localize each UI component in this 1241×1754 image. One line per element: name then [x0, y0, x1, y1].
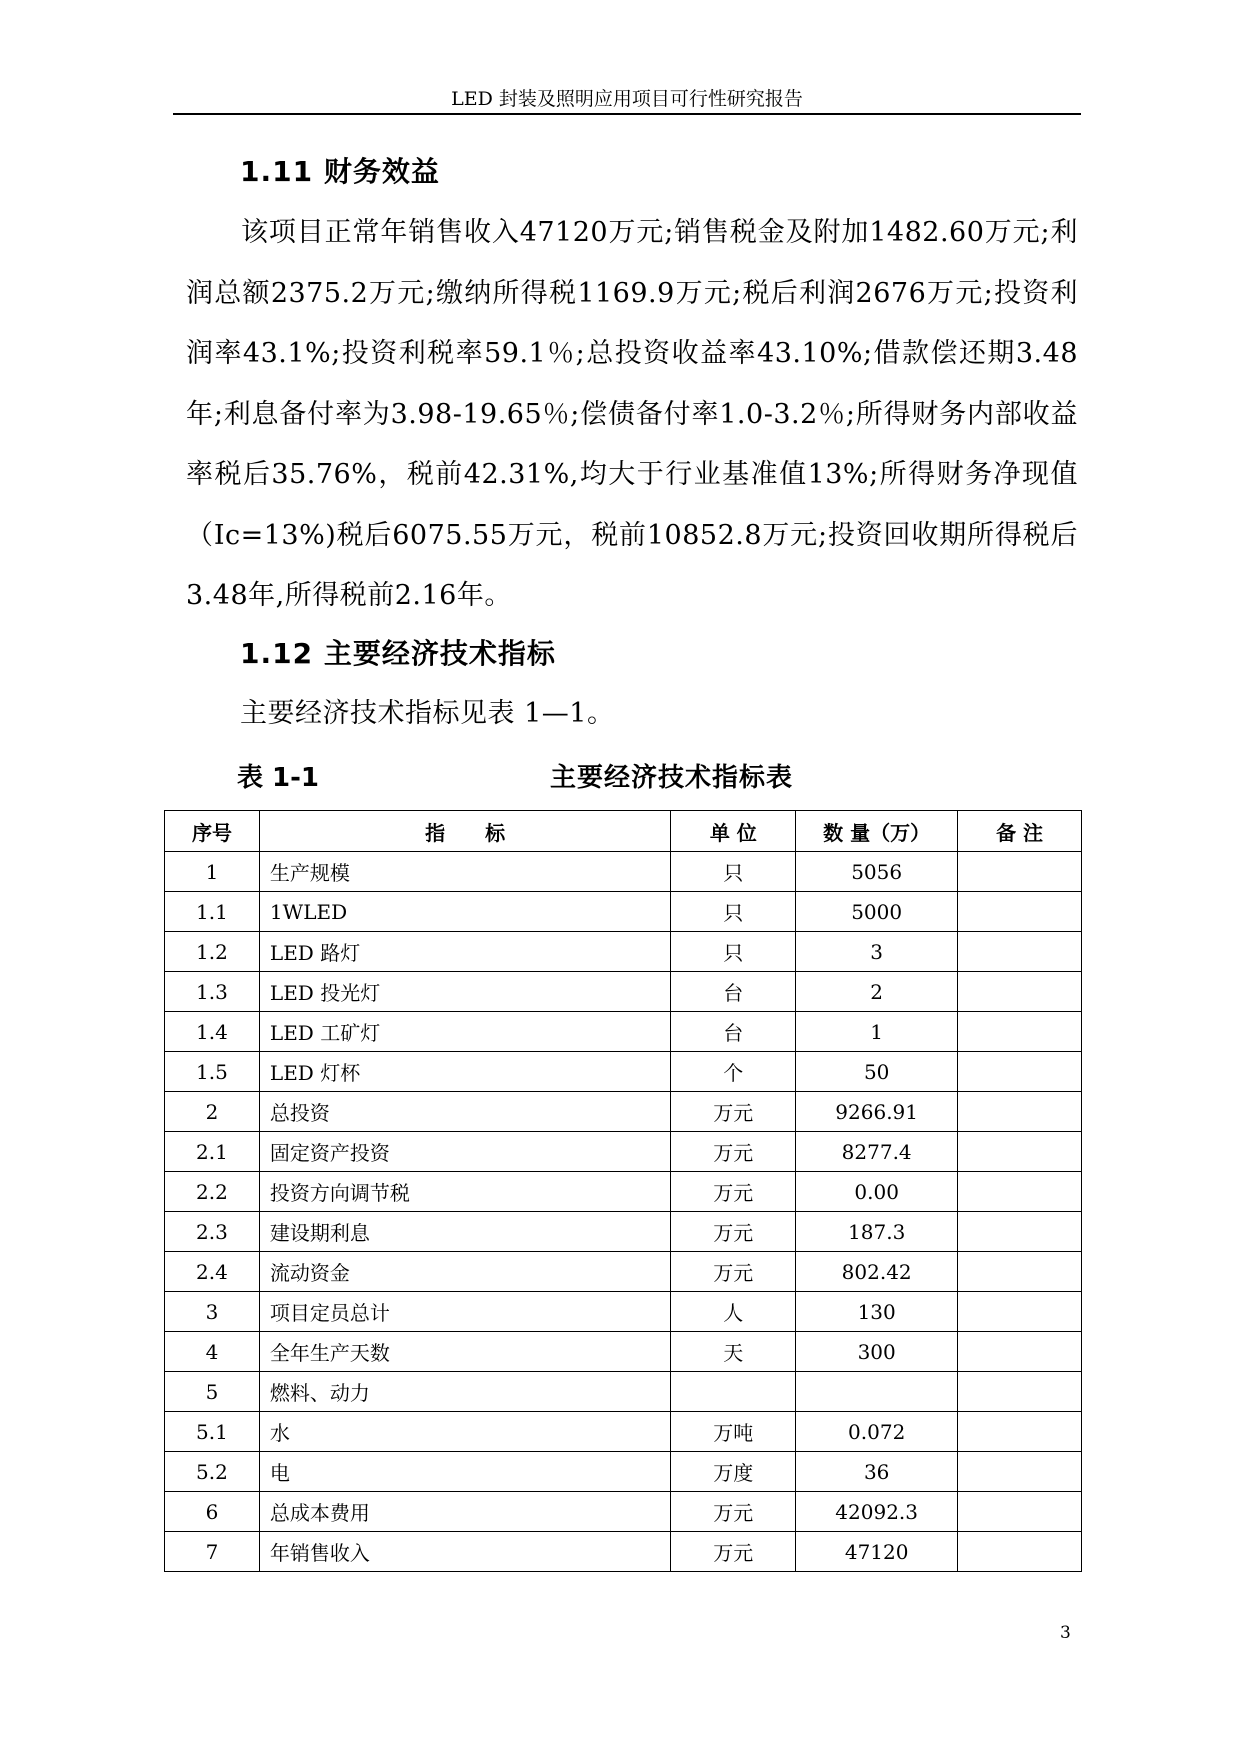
cell-note: [958, 1252, 1082, 1292]
cell-number: 2.3: [165, 1212, 260, 1252]
cell-indicator: 固定资产投资: [259, 1132, 670, 1172]
cell-unit: 万元: [671, 1492, 796, 1532]
cell-indicator: LED 工矿灯: [259, 1012, 670, 1052]
cell-number: 2: [165, 1092, 260, 1132]
cell-number: 1.5: [165, 1052, 260, 1092]
cell-indicator: LED 灯杯: [259, 1052, 670, 1092]
cell-number: 1.4: [165, 1012, 260, 1052]
table-row: [165, 1212, 1082, 1252]
cell-note: [958, 1292, 1082, 1332]
cell-indicator: 燃料、动力: [259, 1372, 670, 1412]
cell-note: [958, 1332, 1082, 1372]
table-row: [165, 972, 1082, 1012]
cell-number: 1.3: [165, 972, 260, 1012]
cell-indicator: 建设期利息: [259, 1212, 670, 1252]
cell-unit: 万度: [671, 1452, 796, 1492]
cell-note: [958, 852, 1082, 892]
cell-number: 1: [165, 852, 260, 892]
cell-note: [958, 1412, 1082, 1452]
financial-benefits-paragraph: 该项目正常年销售收入47120万元;销售税金及附加1482.60万元;利润总额2375.2万元;缴纳所得税1169.9万元;税后利润2676万元;投资利润率43.1%;投资利税率59.1％;总投资收益率43.10%;借款偿还期3.48年;利息备付率为3.98-19.65％;偿债备付率1.0-3.2％;所得财务内部收益率税后35.76%，税前42.31%,均大于行业基准值13%;所得财务净现值（Ic=13%)税后6075.55万元，税前10852.8万元;投资回收期所得税后3.48年,所得税前2.16年。: [186, 217, 1078, 611]
cell-indicator: 年销售收入: [259, 1532, 670, 1572]
table-row: [165, 1412, 1082, 1452]
cell-number: 5.1: [165, 1412, 260, 1452]
cell-number: 3: [165, 1292, 260, 1332]
cell-quantity: 42092.3: [796, 1492, 958, 1532]
cell-note: [958, 1492, 1082, 1532]
page-number: 3: [1060, 1623, 1071, 1643]
cell-quantity: 50: [796, 1052, 958, 1092]
cell-unit: 天: [671, 1332, 796, 1372]
header-rule: [173, 113, 1081, 115]
cell-quantity: 802.42: [796, 1252, 958, 1292]
cell-quantity: 187.3: [796, 1212, 958, 1252]
cell-quantity: [796, 1372, 958, 1412]
table-row: [165, 1052, 1082, 1092]
cell-unit: 人: [671, 1292, 796, 1332]
cell-number: 2.2: [165, 1172, 260, 1212]
column-header-unit: 单 位: [671, 811, 796, 852]
cell-quantity: 130: [796, 1292, 958, 1332]
cell-number: 2.1: [165, 1132, 260, 1172]
table-row: [165, 1332, 1082, 1372]
table-caption-title: 主要经济技术指标表: [550, 763, 794, 793]
cell-note: [958, 1092, 1082, 1132]
cell-unit: 万元: [671, 1132, 796, 1172]
cell-note: [958, 892, 1082, 932]
cell-quantity: 3: [796, 932, 958, 972]
cell-indicator: 生产规模: [259, 852, 670, 892]
cell-quantity: 9266.91: [796, 1092, 958, 1132]
column-header-note: 备 注: [958, 811, 1082, 852]
cell-quantity: 5000: [796, 892, 958, 932]
table-caption-label: 表 1-1: [237, 763, 320, 793]
cell-unit: 万元: [671, 1092, 796, 1132]
column-header-indicator: 指 标: [259, 811, 670, 852]
cell-indicator: 项目定员总计: [259, 1292, 670, 1332]
cell-quantity: 8277.4: [796, 1132, 958, 1172]
cell-note: [958, 1012, 1082, 1052]
table-body: [165, 852, 1082, 1572]
table-row: [165, 1452, 1082, 1492]
cell-note: [958, 1172, 1082, 1212]
cell-number: 4: [165, 1332, 260, 1372]
cell-quantity: 0.072: [796, 1412, 958, 1452]
cell-unit: 台: [671, 1012, 796, 1052]
cell-unit: 万元: [671, 1532, 796, 1572]
cell-unit: [671, 1372, 796, 1412]
cell-indicator: 全年生产天数: [259, 1332, 670, 1372]
cell-unit: 只: [671, 932, 796, 972]
cell-unit: 台: [671, 972, 796, 1012]
table-header-row: [165, 811, 1082, 852]
cell-indicator: 流动资金: [259, 1252, 670, 1292]
table-reference-text: 主要经济技术指标见表 1—1。: [240, 698, 615, 729]
table-row: [165, 1252, 1082, 1292]
cell-indicator: 电: [259, 1452, 670, 1492]
cell-note: [958, 972, 1082, 1012]
table-row: [165, 1012, 1082, 1052]
column-header-quantity: 数 量（万）: [796, 811, 958, 852]
cell-indicator: 总成本费用: [259, 1492, 670, 1532]
cell-note: [958, 1052, 1082, 1092]
table-row: [165, 1132, 1082, 1172]
table-row: [165, 1092, 1082, 1132]
cell-indicator: 水: [259, 1412, 670, 1452]
cell-unit: 个: [671, 1052, 796, 1092]
cell-number: 1.1: [165, 892, 260, 932]
running-header: LED 封装及照明应用项目可行性研究报告: [451, 88, 803, 110]
cell-unit: 万元: [671, 1172, 796, 1212]
cell-indicator: LED 投光灯: [259, 972, 670, 1012]
cell-quantity: 36: [796, 1452, 958, 1492]
cell-indicator: LED 路灯: [259, 932, 670, 972]
table-row: [165, 1292, 1082, 1332]
indicator-table: [164, 810, 1082, 1572]
table-row: [165, 1492, 1082, 1532]
table-row: [165, 892, 1082, 932]
cell-unit: 万元: [671, 1212, 796, 1252]
cell-unit: 万元: [671, 1252, 796, 1292]
cell-note: [958, 1132, 1082, 1172]
table-row: [165, 1532, 1082, 1572]
table-row: [165, 1372, 1082, 1412]
cell-indicator: 投资方向调节税: [259, 1172, 670, 1212]
cell-note: [958, 932, 1082, 972]
cell-indicator: 1WLED: [259, 892, 670, 932]
cell-unit: 只: [671, 892, 796, 932]
cell-note: [958, 1452, 1082, 1492]
cell-quantity: 1: [796, 1012, 958, 1052]
cell-unit: 只: [671, 852, 796, 892]
table-row: [165, 852, 1082, 892]
cell-number: 7: [165, 1532, 260, 1572]
cell-number: 5.2: [165, 1452, 260, 1492]
cell-number: 2.4: [165, 1252, 260, 1292]
cell-quantity: 300: [796, 1332, 958, 1372]
section-heading-1-11: 1.11 财务效益: [240, 155, 440, 188]
cell-quantity: 5056: [796, 852, 958, 892]
cell-indicator: 总投资: [259, 1092, 670, 1132]
cell-quantity: 0.00: [796, 1172, 958, 1212]
cell-quantity: 2: [796, 972, 958, 1012]
cell-note: [958, 1532, 1082, 1572]
cell-number: 5: [165, 1372, 260, 1412]
cell-quantity: 47120: [796, 1532, 958, 1572]
cell-note: [958, 1212, 1082, 1252]
table-row: [165, 1172, 1082, 1212]
column-header-number: 序号: [165, 811, 260, 852]
table-row: [165, 932, 1082, 972]
cell-unit: 万吨: [671, 1412, 796, 1452]
cell-number: 1.2: [165, 932, 260, 972]
cell-number: 6: [165, 1492, 260, 1532]
section-heading-1-12: 1.12 主要经济技术指标: [240, 637, 556, 670]
cell-note: [958, 1372, 1082, 1412]
